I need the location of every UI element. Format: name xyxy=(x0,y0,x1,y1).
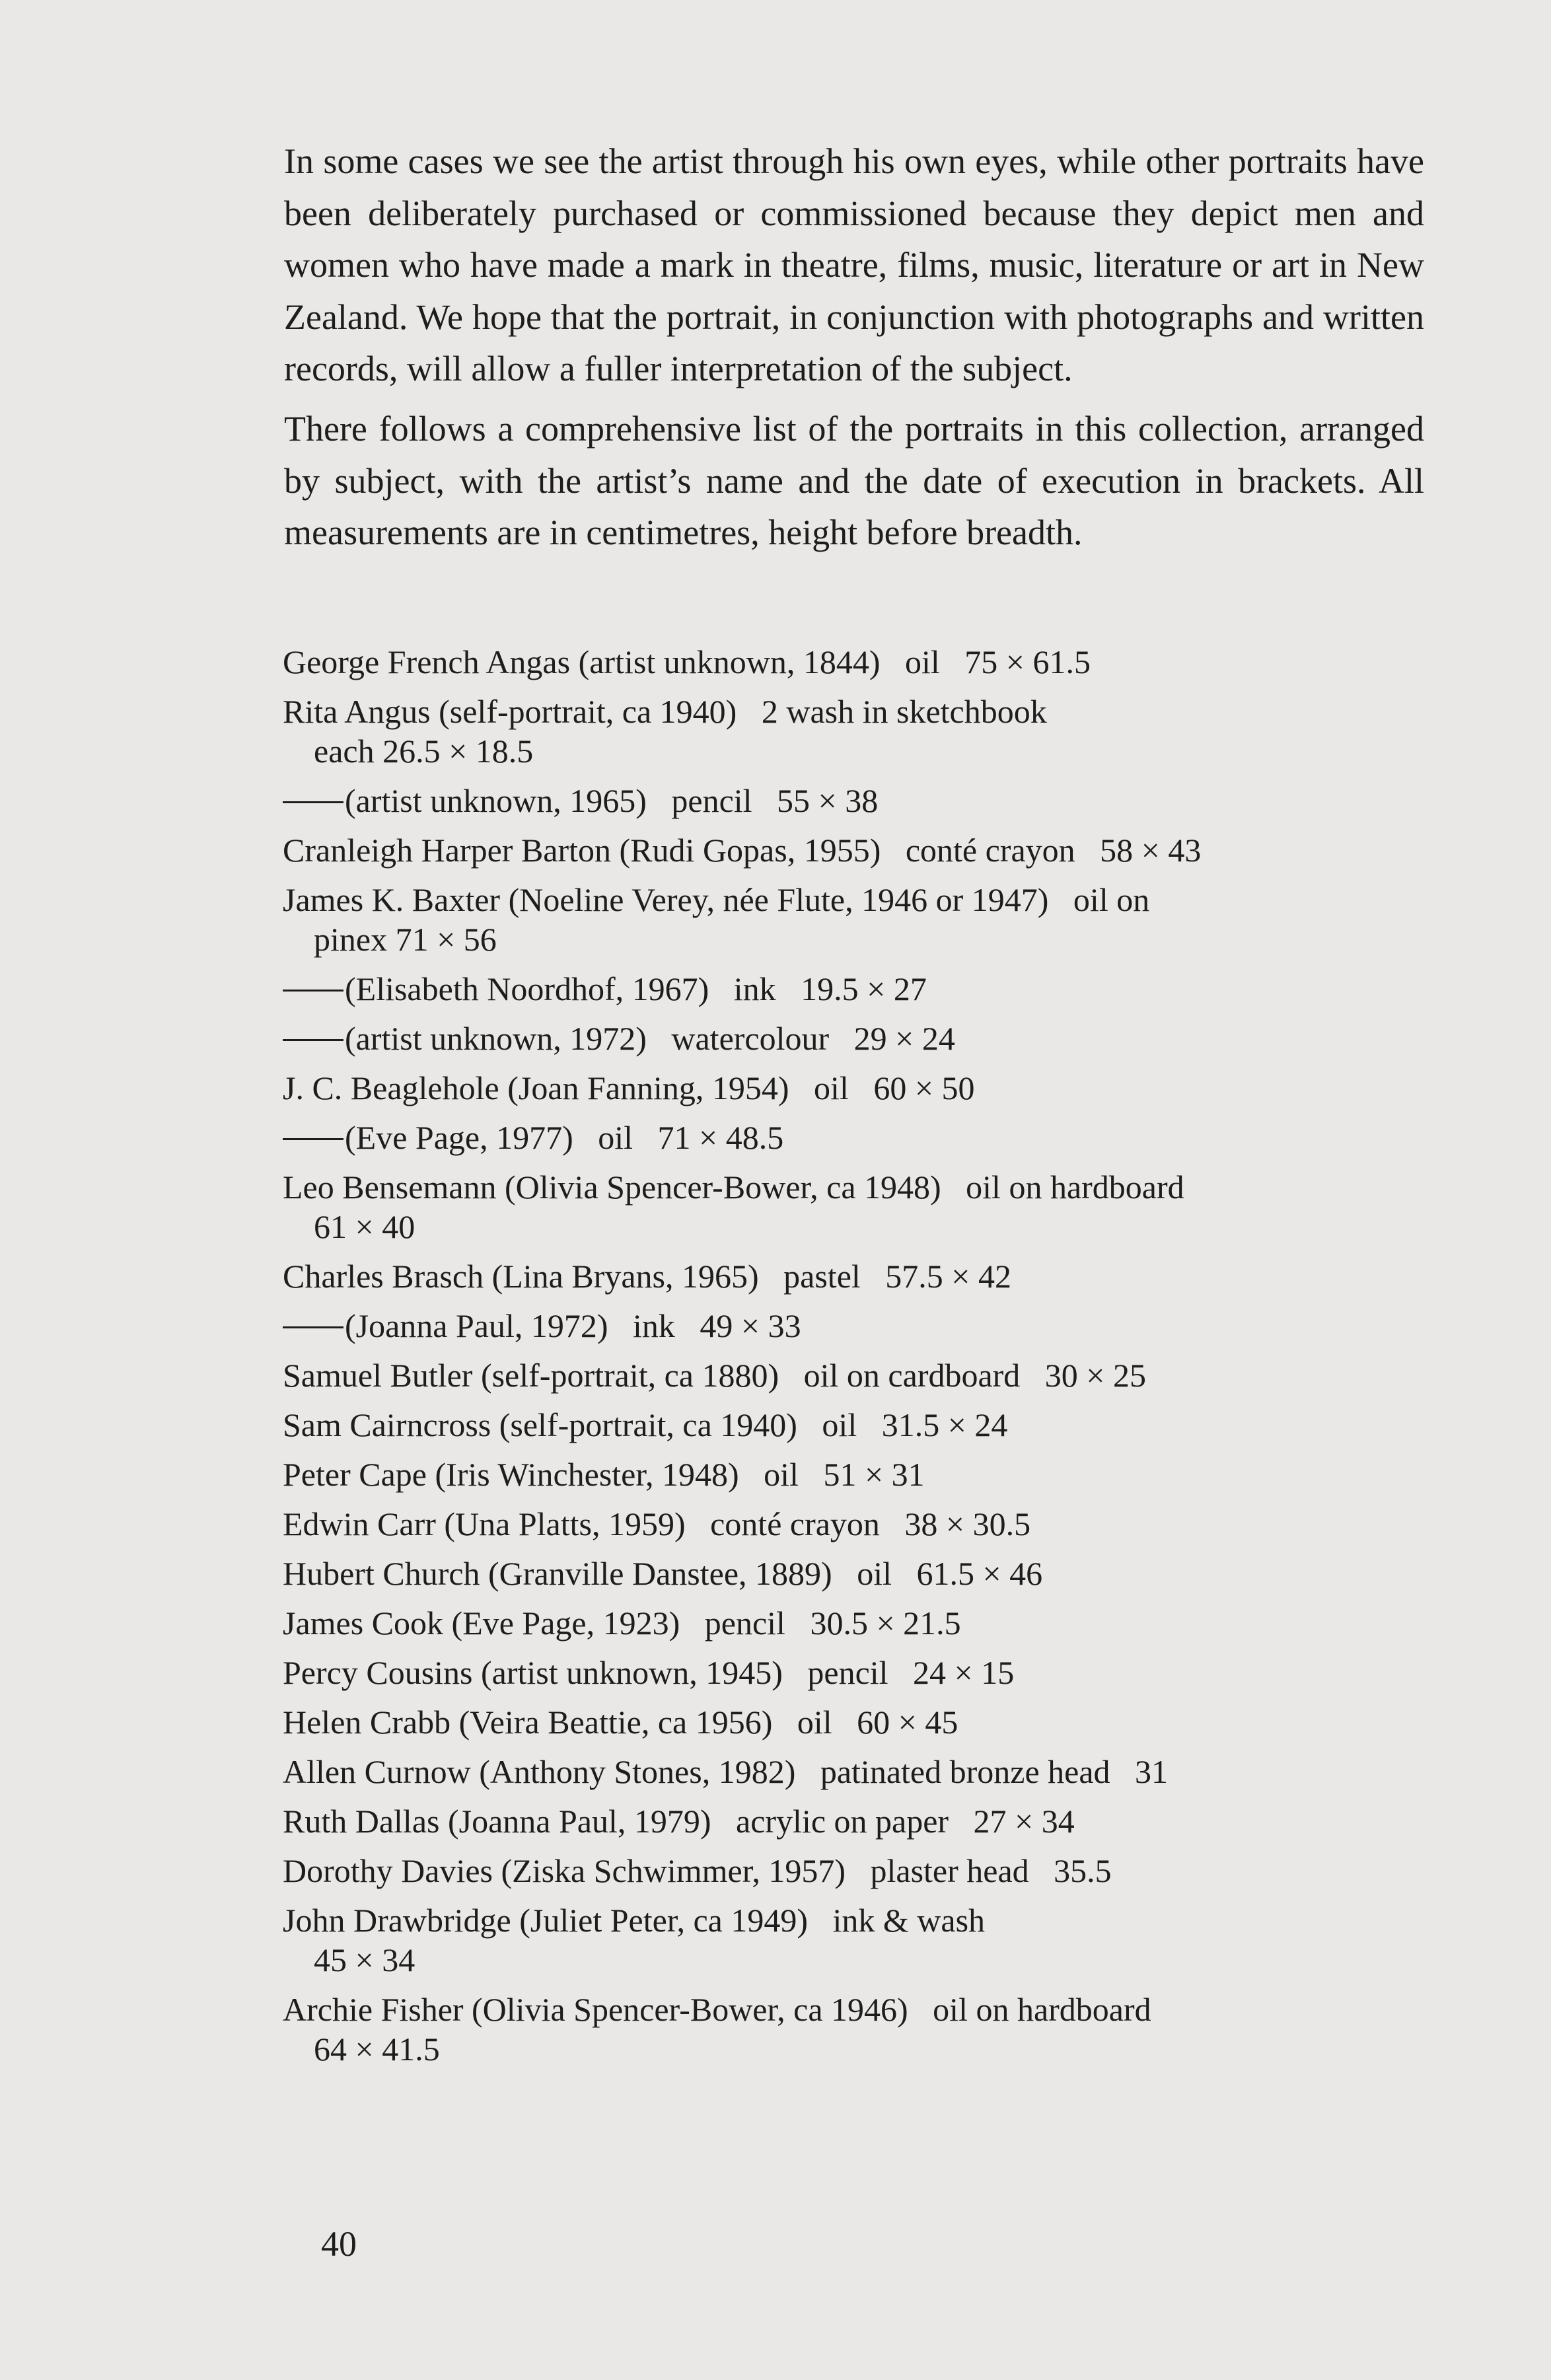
list-item xyxy=(283,1554,1432,1593)
entry-text: Peter Cape (Iris Winchester, 1948) oil 51 × 31 xyxy=(283,1456,925,1493)
ditto-dash xyxy=(283,1039,343,1041)
entry-continuation: 61 × 40 xyxy=(314,1208,415,1245)
ditto-dash xyxy=(283,1138,343,1140)
entry-text: Rita Angus (self-portrait, ca 1940) 2 wash in sketchbook xyxy=(283,693,1047,730)
entry-text: (Elisabeth Noordhof, 1967) ink 19.5 × 27 xyxy=(345,970,927,1007)
entry-continuation: each 26.5 × 18.5 xyxy=(314,733,534,770)
list-item xyxy=(283,1504,1432,1544)
list-item xyxy=(283,1118,1432,1157)
ditto-dash xyxy=(283,990,343,992)
intro-paragraph-1: In some cases we see the artist through his own eyes, while other portraits have been deliberately purchased or commissioned because they depict men and women who have made a mark in theatre, films, music, literature or art in New Zealand. We hope that the portrait, in conjunction with photographs and written records, will allow a fuller interpretation of the subject. xyxy=(284,141,1424,388)
list-item xyxy=(283,692,1432,771)
entry-text: (Eve Page, 1977) oil 71 × 48.5 xyxy=(345,1119,784,1156)
entry-continuation: 64 × 41.5 xyxy=(314,2031,440,2068)
list-item xyxy=(283,969,1432,1009)
entry-text: Cranleigh Harper Barton (Rudi Gopas, 1955) conté crayon 58 × 43 xyxy=(283,832,1202,869)
list-item xyxy=(283,830,1432,870)
list-item xyxy=(283,1653,1432,1692)
list-item xyxy=(283,1068,1432,1108)
list-item xyxy=(283,1455,1432,1494)
entry-text: Samuel Butler (self-portrait, ca 1880) oil on cardboard 30 × 25 xyxy=(283,1357,1147,1394)
entry-text: Percy Cousins (artist unknown, 1945) pencil 24 × 15 xyxy=(283,1654,1015,1691)
list-item xyxy=(283,642,1432,682)
ditto-dash xyxy=(283,1326,343,1328)
entry-text: Hubert Church (Granville Danstee, 1889) oil 61.5 × 46 xyxy=(283,1555,1043,1592)
entry-text: Sam Cairncross (self-portrait, ca 1940) oil 31.5 × 24 xyxy=(283,1406,1008,1443)
entry-text: Helen Crabb (Veira Beattie, ca 1956) oil 60 × 45 xyxy=(283,1704,958,1741)
entry-text: Dorothy Davies (Ziska Schwimmer, 1957) plaster head 35.5 xyxy=(283,1852,1112,1889)
list-item xyxy=(283,1405,1432,1445)
list-item xyxy=(283,1990,1432,2069)
entry-text: James Cook (Eve Page, 1923) pencil 30.5 × 21.5 xyxy=(283,1605,961,1641)
entry-text: George French Angas (artist unknown, 1844) oil 75 × 61.5 xyxy=(283,643,1091,680)
entry-continuation: pinex 71 × 56 xyxy=(314,921,497,958)
list-item xyxy=(283,1851,1432,1891)
list-item xyxy=(283,1167,1432,1246)
list-item xyxy=(283,1702,1432,1742)
list-item xyxy=(283,1256,1432,1296)
list-item xyxy=(283,1306,1432,1346)
entry-text: Edwin Carr (Una Platts, 1959) conté crayon 38 × 30.5 xyxy=(283,1505,1031,1542)
list-item xyxy=(283,1752,1432,1791)
list-item xyxy=(283,781,1432,820)
entry-text: John Drawbridge (Juliet Peter, ca 1949) ink & wash xyxy=(283,1902,986,1939)
entry-text: Allen Curnow (Anthony Stones, 1982) patinated bronze head 31 xyxy=(283,1753,1169,1790)
entry-text: Ruth Dallas (Joanna Paul, 1979) acrylic on paper 27 × 34 xyxy=(283,1803,1075,1840)
list-item xyxy=(283,1603,1432,1643)
list-item xyxy=(283,1355,1432,1395)
entry-text: J. C. Beaglehole (Joan Fanning, 1954) oil 60 × 50 xyxy=(283,1069,975,1106)
entry-text: Leo Bensemann (Olivia Spencer-Bower, ca 1948) oil on hardboard xyxy=(283,1169,1184,1206)
list-item xyxy=(283,880,1432,959)
entry-continuation: 45 × 34 xyxy=(314,1941,415,1978)
intro-paragraph-2: There follows a comprehensive list of the portraits in this collection, arranged by subject, with the artist’s name and the date of execution in brackets. All measurements are in centimetres, height before breadth. xyxy=(284,409,1424,552)
entry-text: (Joanna Paul, 1972) ink 49 × 33 xyxy=(345,1307,801,1344)
portrait-list xyxy=(283,642,1432,2079)
list-item xyxy=(283,1900,1432,1980)
list-item xyxy=(283,1019,1432,1058)
page-number: 40 xyxy=(321,2224,357,2264)
entry-text: (artist unknown, 1972) watercolour 29 × 24 xyxy=(345,1020,955,1057)
entry-text: (artist unknown, 1965) pencil 55 × 38 xyxy=(345,782,879,819)
entry-text: Archie Fisher (Olivia Spencer-Bower, ca 1946) oil on hardboard xyxy=(283,1991,1151,2028)
entry-text: Charles Brasch (Lina Bryans, 1965) pastel 57.5 × 42 xyxy=(283,1258,1011,1295)
list-item xyxy=(283,1801,1432,1841)
ditto-dash xyxy=(283,801,343,803)
entry-text: James K. Baxter (Noeline Verey, née Flute, 1946 or 1947) oil on xyxy=(283,881,1150,918)
